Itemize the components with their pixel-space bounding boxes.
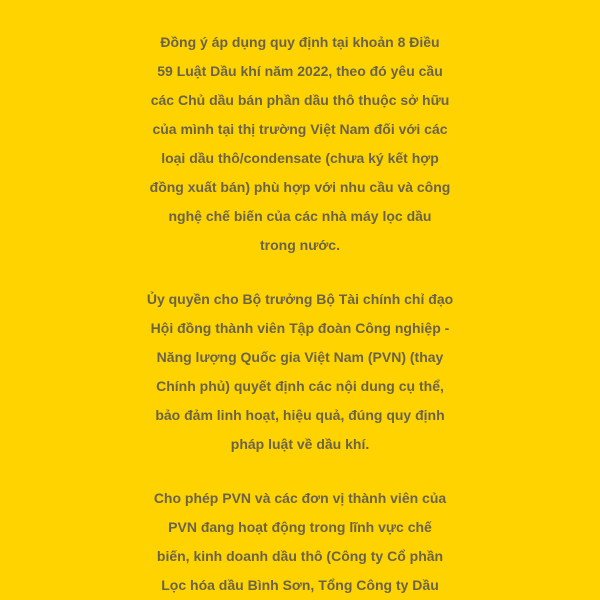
paragraph-line: PVN đang hoạt động trong lĩnh vực chế [168,519,432,535]
paragraph-line: Đồng ý áp dụng quy định tại khoản 8 Điều [160,34,440,50]
paragraph-line: nghệ chế biến của các nhà máy lọc dầu [168,208,432,224]
paragraph-line: Ủy quyền cho Bộ trưởng Bộ Tài chính chỉ đạo [146,291,454,307]
paragraph-line: biến, kinh doanh dầu thô (Công ty Cổ phần [156,548,444,564]
paragraph-line: Hội đồng thành viên Tập đoàn Công nghiệp - [150,320,450,336]
paragraph-3 [0,484,600,600]
paragraph-2 [0,285,600,459]
paragraph-1 [0,28,600,260]
paragraph-line: đồng xuất bán) phù hợp với nhu cầu và công [149,179,451,195]
paragraph-line: loại dầu thô/condensate (chưa ký kết hợp [161,150,439,166]
paragraph-line: của mình tại thị trường Việt Nam đối với các [152,121,448,137]
paragraph-line: Cho phép PVN và các đơn vị thành viên của [153,490,447,506]
paragraph-line: các Chủ dầu bán phần dầu thô thuộc sở hữu [150,92,450,108]
paragraph-line: pháp luật về dầu khí. [230,436,370,452]
paragraph-line: Năng lượng Quốc gia Việt Nam (PVN) (thay [156,349,444,365]
paragraph-line: 59 Luật Dầu khí năm 2022, theo đó yêu cầu [157,63,443,79]
paragraph-line: Chính phủ) quyết định các nội dung cụ thể, [156,378,444,394]
paragraph-line: Lọc hóa dầu Bình Sơn, Tổng Công ty Dầu [161,577,439,593]
paragraph-line: trong nước. [260,237,340,253]
paragraph-line: bảo đảm linh hoạt, hiệu quả, đúng quy định [155,407,445,423]
